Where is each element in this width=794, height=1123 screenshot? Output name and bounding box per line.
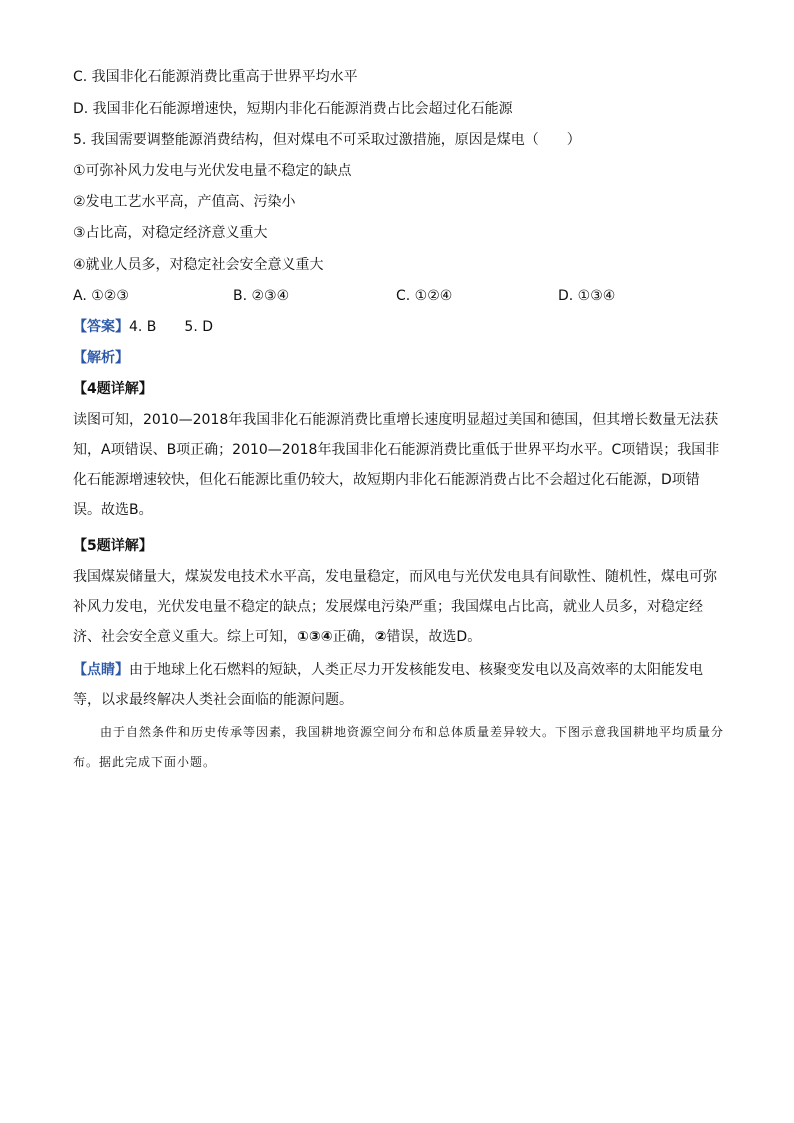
statement-1: ①可弥补风力发电与光伏发电量不稳定的缺点 xyxy=(73,163,352,179)
answer-line xyxy=(73,318,213,336)
detail-5-wrong-mark: ② xyxy=(374,629,387,645)
detail-5-text-mid: 正确， xyxy=(332,629,375,645)
detail-5-correct-marks: ①③④ xyxy=(297,629,333,645)
answer-text: 4. B 5. D xyxy=(129,319,213,335)
detail-4-text: 读图可知，2010—2018年我国非化石能源消费比重增长速度明显超过美国和德国，但其增长数量无法获知，A项错误、B项正确；2010—2018年我国非化石能源消费比重低于世界平均水平。C项错误；我国非化石能源增速较快，但化石能源比重仍较大，故短期内非化石能源消费占比不会超过化石能源，D项错误。故选B。 xyxy=(73,412,720,518)
option-4c: C. 我国非化石能源消费比重高于世界平均水平 xyxy=(73,69,358,85)
detail-5-title: 【5题详解】 xyxy=(73,538,153,554)
question-5-stem: 5. 我国需要调整能源消费结构，但对煤电不可采取过激措施，原因是煤电（ ） xyxy=(73,132,581,148)
option-5c: C. ①②④ xyxy=(396,288,453,304)
detail-5-text-before: 我国煤炭储量大，煤炭发电技术水平高，发电量稳定，而风电与光伏发电具有间歇性、随机性，煤电可弥补风力发电，光伏发电量不稳定的缺点；发展煤电污染严重；我国煤电占比高，就业人员多，对稳定经济、社会安全意义重大。综上可知， xyxy=(73,569,717,645)
material-intro: 由于自然条件和历史传承等因素，我国耕地资源空间分布和总体质量差异较大。下图示意我国耕地平均质量分布。据此完成下面小题。 xyxy=(73,725,725,769)
option-5b: B. ②③④ xyxy=(233,288,290,304)
comment-paragraph xyxy=(73,655,723,715)
statement-2: ②发电工艺水平高，产值高、污染小 xyxy=(73,194,296,210)
detail-4-title: 【4题详解】 xyxy=(73,381,153,397)
detail-5-text-after: 错误，故选D。 xyxy=(386,629,482,645)
option-4d: D. 我国非化石能源增速快，短期内非化石能源消费占比会超过化石能源 xyxy=(73,101,513,117)
comment-text: 由于地球上化石燃料的短缺，人类正尽力开发核能发电、核聚变发电以及高效率的太阳能发电等，以求最终解决人类社会面临的能源问题。 xyxy=(73,662,703,708)
detail-5-text xyxy=(73,562,723,652)
statement-3: ③占比高，对稳定经济意义重大 xyxy=(73,225,268,241)
analysis-line xyxy=(73,349,129,367)
comment-tag: 【点睛】 xyxy=(73,662,129,678)
answer-tag: 【答案】 xyxy=(73,319,129,335)
option-5a: A. ①②③ xyxy=(73,288,129,304)
analysis-tag: 【解析】 xyxy=(73,350,129,366)
option-5d: D. ①③④ xyxy=(558,288,616,304)
statement-4: ④就业人员多，对稳定社会安全意义重大 xyxy=(73,257,324,273)
